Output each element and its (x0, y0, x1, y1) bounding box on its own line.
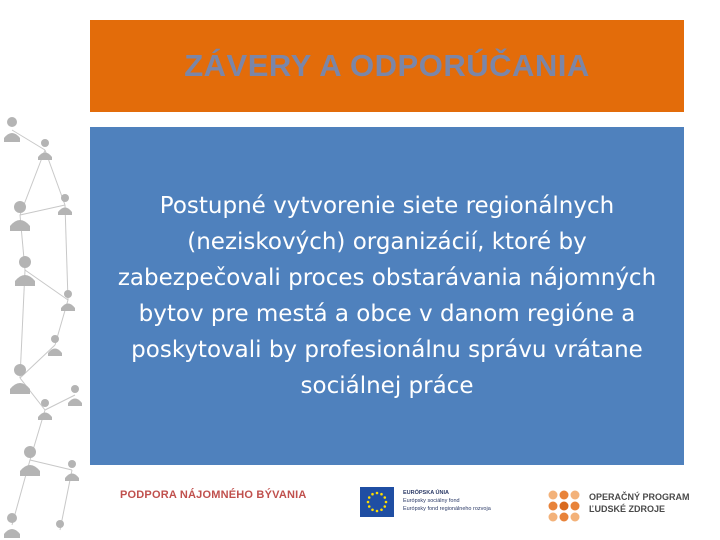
op-dot (549, 513, 558, 522)
op-text-line-2: ĽUDSKÉ ZDROJE (589, 504, 666, 514)
eu-flag-icon (360, 487, 394, 517)
op-dot (560, 502, 569, 511)
content-box (90, 127, 684, 465)
slide-body-text: Postupné vytvorenie siete regionálnych (neziskových) organizácií, ktoré by zabezpečovali proces obstarávania nájomných bytov pre mestá a obce v danom regióne a poskytovali by profesionálnu správu vrátane sociálnej práce (117, 193, 657, 399)
op-dot (571, 513, 580, 522)
title-bar (90, 20, 684, 112)
op-dots-logo-icon (546, 488, 582, 524)
eu-star (368, 505, 371, 508)
op-dot (560, 513, 569, 522)
eu-star (371, 493, 374, 496)
people-network-background (0, 0, 95, 540)
eu-star (371, 508, 374, 511)
op-dot (549, 491, 558, 500)
op-dot (571, 491, 580, 500)
eu-star (380, 493, 383, 496)
op-text-line-1: OPERAČNÝ PROGRAM (589, 492, 690, 502)
eu-logo-text (403, 489, 491, 513)
eu-star (383, 505, 386, 508)
eu-star (376, 492, 379, 495)
op-dot (571, 502, 580, 511)
eu-star (380, 508, 383, 511)
op-dot (560, 491, 569, 500)
eu-star (385, 501, 388, 504)
project-label: PODPORA NÁJOMNÉHO BÝVANIA (120, 489, 307, 501)
eu-text-line-3: Európsky fond regionálneho rozvoja (403, 506, 491, 512)
eu-star (383, 496, 386, 499)
slide-title: ZÁVERY A ODPORÚČANIA (184, 48, 590, 83)
eu-star (368, 496, 371, 499)
eu-text-line-1: EURÓPSKA ÚNIA (403, 490, 449, 496)
eu-star (376, 510, 379, 513)
eu-text-line-2: Európsky sociálny fond (403, 498, 460, 504)
eu-star (367, 501, 370, 504)
op-logo-text (589, 491, 690, 515)
op-dot (549, 502, 558, 511)
